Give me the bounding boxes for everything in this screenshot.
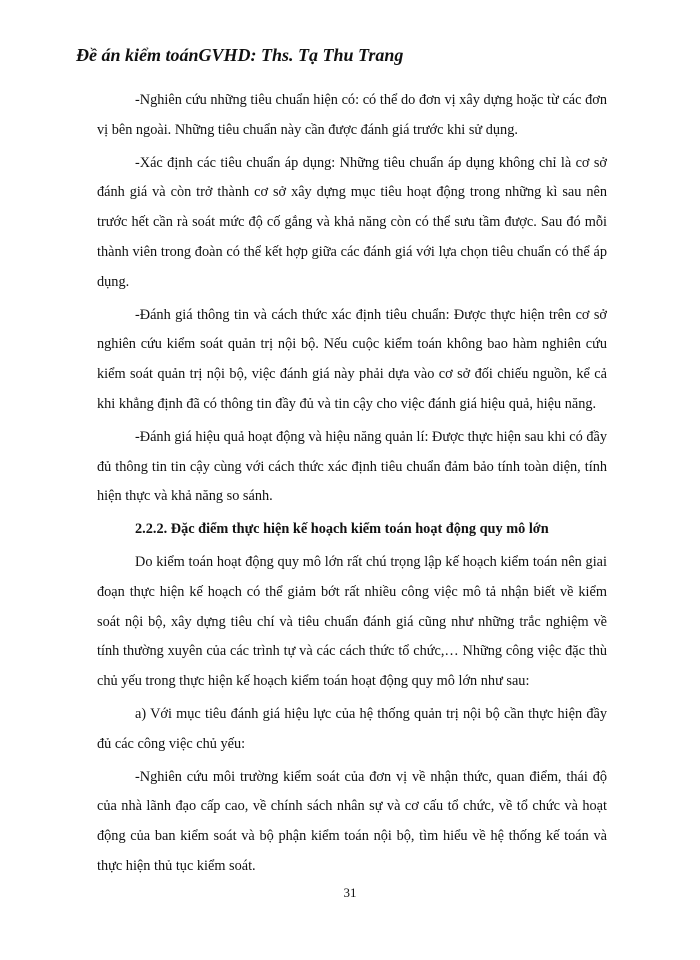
paragraph: a) Với mục tiêu đánh giá hiệu lực của hệ thống quản trị nội bộ cần thực hiện đầy đủ các công việc chủ yếu: (97, 705, 607, 752)
page-number: 31 (343, 885, 357, 900)
paragraph: -Nghiên cứu những tiêu chuẩn hiện có: có thể do đơn vị xây dựng hoặc từ các đơn vị bên ngoài. Những tiêu chuẩn này cần được đánh giá trước khi sử dụng. (97, 92, 607, 138)
paragraph: -Đánh giá thông tin và cách thức xác định tiêu chuẩn: Được thực hiện trên cơ sở nghiên cứu kiểm soát quản trị nội bộ. Nếu cuộc kiểm toán không bao hàm nghiên cứu kiểm soát quản trị nội bộ, việc đánh giá này phải dựa vào cơ sở đối chiếu nguồn, kể cả khi khẳng định đã có thông tin đầy đủ và tin cậy cho việc đánh giá hiệu quả, hiệu năng. (97, 306, 607, 412)
page-header: Đề án kiểm toánGVHD: Ths. Tạ Thu Trang (76, 45, 404, 65)
paragraph: -Nghiên cứu môi trường kiểm soát của đơn vị về nhận thức, quan điểm, thái độ của nhà lãnh đạo cấp cao, về chính sách nhân sự và cơ cấu tổ chức, về tổ chức và hoạt động của ban kiểm soát và bộ phận kiểm toán nội bộ, tìm hiểu về hệ thống kế toán và thực hiện thủ tục kiểm soát. (97, 768, 607, 874)
document-body (97, 86, 607, 885)
section-heading: 2.2.2. Đặc điểm thực hiện kế hoạch kiểm toán hoạt động quy mô lớn (135, 521, 549, 538)
paragraph: -Xác định các tiêu chuẩn áp dụng: Những tiêu chuẩn áp dụng không chỉ là cơ sở đánh giá và còn trở thành cơ sở xây dựng mục tiêu hoạt động trong những kì sau nên trước hết cần rà soát mức độ cố gắng và khả năng còn có thể sưu tầm được. Sau đó mỗi thành viên trong đoàn có thể kết hợp giữa các đánh giá với lựa chọn tiêu chuẩn có thể áp dụng. (97, 154, 607, 290)
paragraph: -Đánh giá hiệu quả hoạt động và hiệu năng quản lí: Được thực hiện sau khi có đầy đủ thông tin tin cậy cùng với cách thức xác định tiêu chuẩn đảm bảo tính toàn diện, tính hiện thực và khả năng so sánh. (97, 428, 607, 505)
paragraph: Do kiểm toán hoạt động quy mô lớn rất chú trọng lập kế hoạch kiểm toán nên giai đoạn thực hiện kế hoạch có thể giảm bớt rất nhiều công việc mô tả nhận biết về kiểm soát nội bộ, xây dựng tiêu chí và tiêu chuẩn đánh giá cũng như những trắc nghiệm về tính thường xuyên của các trình tự và các cách thức tổ chức,… Những công việc đặc thù chủ yếu trong thực hiện kế hoạch kiểm toán hoạt động quy mô lớn như sau: (97, 553, 607, 690)
